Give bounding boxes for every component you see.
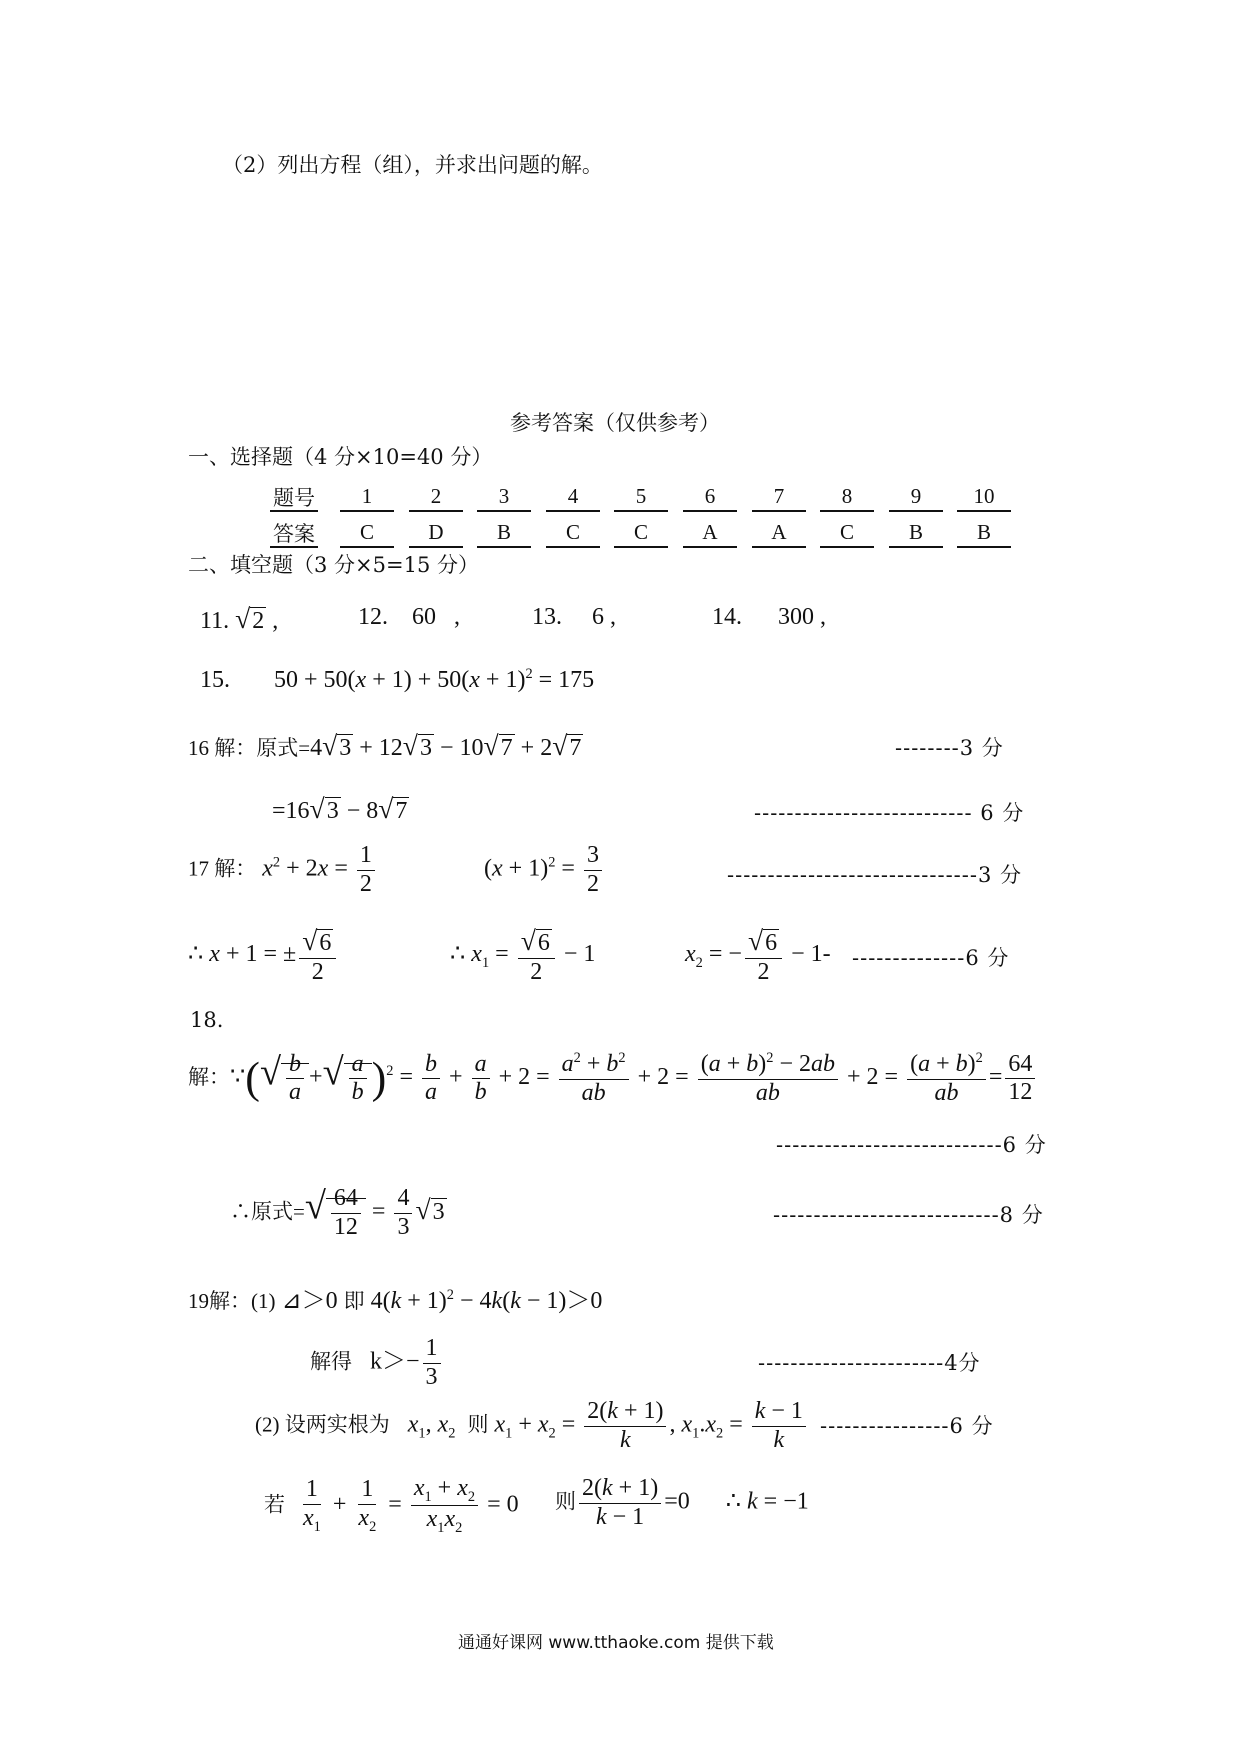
q14-answer: 300 [778,604,814,630]
table-rule [270,510,318,512]
table-header-answer: 答案 [273,522,315,546]
q13-answer: 6 [592,604,604,630]
q17-score1: -------------------------------3 分 [727,863,1023,887]
q12-answer: 60 [412,604,436,630]
q17-line1: 17 解： $x^2 + 2x$ = $\frac{1}{2}$ [188,842,378,898]
table-rule [546,546,600,548]
table-answer-cell: B [976,520,991,544]
q12-label: 12. [358,604,388,630]
table-answer-cell: B [496,520,511,544]
q16-label: 16 解：原式= [188,736,311,760]
q18-line1: 解：∵(√ $\frac{b}{a}$ +√ $\frac{a}{b}$ )$^2$ = $\frac{b}{a}$ + $\frac{a}{b}$ + 2 = $\frac{a^2 + b^2}{ab}$ + 2 = $\frac{(a + b)^2 - 2ab}{ab}$ + 2 = $\frac{(a + b)^2}{ab}$ = $\frac{64}{12}$ [188,1050,1038,1107]
table-rule [340,510,394,512]
q15-label: 15. [200,667,230,693]
table-rule [477,510,531,512]
footer-credit: 通通好课网 www.tthaoke.com 提供下载 [458,1633,774,1653]
table-number-cell: 10 [973,484,995,508]
q16-score1: --------3 分 [895,736,1004,760]
q19-solve-label: 解得 [310,1349,352,1374]
table-rule [889,546,943,548]
table-rule [683,510,737,512]
table-number-cell: 9 [910,484,922,508]
q19-part2-label: (2) 设两实根为 [255,1412,390,1437]
q17-line1b: $(x + 1)^2$ = $\frac{3}{2}$ [484,842,605,898]
fill-q13 [532,605,616,629]
table-rule [614,510,668,512]
table-rule [614,546,668,548]
section2-heading: 二、填空题（3 分×5=15 分） [188,553,479,577]
q13-sep: , [610,604,616,630]
table-answer-cell: A [771,520,787,544]
q19-score2: ----------------6 分 [820,1414,994,1438]
table-number-cell: 6 [704,484,716,508]
q18-result-prefix: ∴原式= [230,1199,305,1224]
fill-q11 [200,605,278,633]
q14-sep: , [820,604,826,630]
q17-x1: ∴ $x_1$ = $\frac{√6}{2}$ − 1 [450,925,596,985]
table-rule [957,510,1011,512]
q19-eq0: =0 [664,1488,690,1515]
q19-if: 若 [264,1492,285,1517]
fill-q14 [712,605,826,629]
q17-line2: ∴ x + 1 = ± $\frac{√6}{2}$ [188,925,339,986]
table-number-cell: 2 [430,484,442,508]
q19-score1: -----------------------4分 [758,1351,981,1375]
q17-label: 17 解： [188,856,257,881]
fill-q15 [200,667,594,692]
table-number-cell: 3 [498,484,510,508]
table-answer-cell: A [702,520,718,544]
q19-label: 19解： [188,1289,251,1313]
table-rule [409,546,463,548]
q19-then: 则 [555,1489,576,1514]
table-answer-cell: D [428,520,444,544]
table-rule [752,546,806,548]
table-answer-cell: C [565,520,580,544]
q19-part2-mid: 则 [467,1412,489,1437]
table-answer-cell: C [359,520,374,544]
table-answer-cell: C [633,520,648,544]
q19-part1-mid: 即 [343,1289,365,1313]
table-rule [270,546,318,548]
q11-answer: √2 [235,603,265,634]
table-header-number: 题号 [273,486,315,510]
table-answer-cell: B [908,520,923,544]
table-number-cell: 7 [773,484,785,508]
q13-label: 13. [532,604,562,630]
table-number-cell: 1 [361,484,373,508]
table-rule [683,546,737,548]
q18-score2: ----------------------------8 分 [773,1203,1044,1227]
q11-radicand: 2 [252,608,265,634]
fill-q12 [358,605,460,629]
q19-part1: (1) [251,1289,276,1313]
table-rule [409,510,463,512]
q16-line1 [188,732,583,760]
q18-score1: ----------------------------6 分 [776,1133,1047,1157]
table-rule [546,510,600,512]
q16-expression: 4√3 + 12√3 − 10√7 + 2√7 [310,730,582,761]
table-rule [477,546,531,548]
q19-part2-line: (2) 设两实根为 $x_1$, $x_2$ 则 $x_1 + x_2$ = $\frac{2(k + 1)}{k}$ , $x_1.x_2$ = $\frac{k - 1}{k}$ [255,1398,809,1454]
table-answer-cell: C [839,520,854,544]
q15-equation: $50 + 50(x + 1) + 50(x + 1)^2 = 175$ [274,666,595,693]
q11-label: 11. [200,608,230,634]
q19-solve: 解得 k＞− $\frac{1}{3}$ [310,1335,444,1391]
q19-line-if: 若 $\frac{1}{x_1}$ + $\frac{1}{x_2}$ = $\frac{x_1 + x_2}{x_1x_2}$ = 0 [264,1475,519,1537]
answers-title: 参考答案（仅供参考） [510,411,720,435]
q17-score2: --------------6 分 [852,946,1010,970]
q18-label: 18. [190,1008,224,1032]
table-rule [752,510,806,512]
q16-score2: --------------------------- 6 分 [754,801,1025,825]
q17-x2: $x_2$ = − $\frac{√6}{2}$ − 1- [685,925,831,985]
q18-line2: ∴原式=√ $\frac{64}{12}$ = $\frac{4}{3}$ √3 [230,1185,445,1240]
question-part2: （2）列出方程（组），并求出问题的解。 [222,153,603,177]
q12-sep: , [454,604,460,630]
q11-sep: , [272,608,279,634]
table-rule [957,546,1011,548]
table-number-cell: 8 [841,484,853,508]
section1-heading: 一、选择题（4 分×10=40 分） [188,445,493,469]
q19-line-then: 则 $\frac{2(k + 1)}{k - 1}$ =0 ∴ k = −1 [555,1475,809,1530]
q19-line1: 19解：(1) ⊿＞0 即 $4(k + 1)^2 - 4k(k - 1)>0$ [188,1287,603,1314]
table-number-cell: 5 [635,484,647,508]
q18-prefix: 解： [188,1065,230,1090]
table-number-cell: 4 [567,484,579,508]
table-rule [820,546,874,548]
table-rule [820,510,874,512]
table-rule [340,546,394,548]
q16-line2: =16√3 − 8√7 [272,793,408,824]
q14-label: 14. [712,604,742,630]
table-rule [889,510,943,512]
